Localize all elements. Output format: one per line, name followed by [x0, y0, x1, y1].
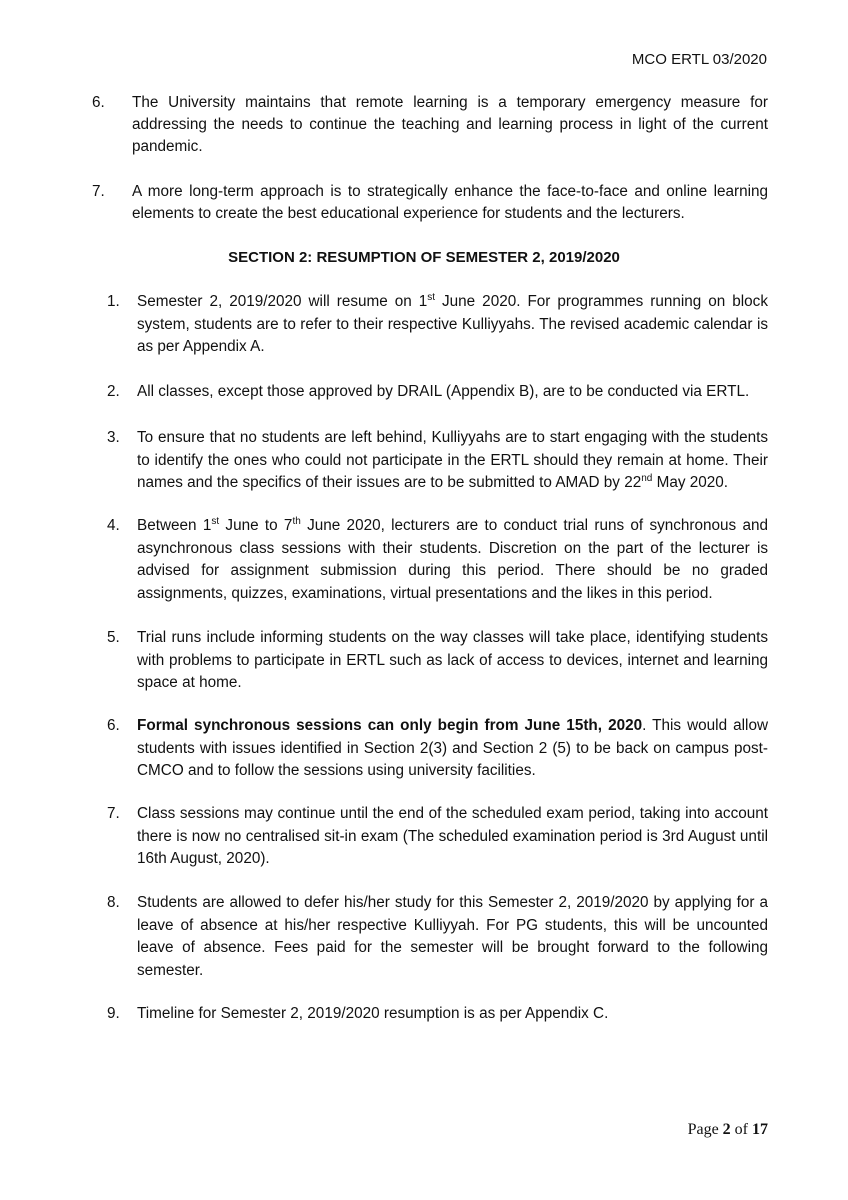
item-text: Between 1st June to 7th June 2020, lecturers are to conduct trial runs of synchronous and asynchronous class sessions with their students. Discretion on the part of the lecturer is advised for assignment submission during this period. There should be no graded assignments, quizzes, examinations, virtual presentations and the likes in this period. [137, 515, 769, 602]
section-item-3 [107, 427, 768, 495]
page-number: Page 2 of 17 [687, 1121, 768, 1138]
paragraph-text: The University maintains that remote learning is a temporary emergency measure for addressing the needs to continue the teaching and learning process in light of the current pandemic. [132, 94, 768, 155]
item-number: 6. [107, 717, 120, 734]
paragraph-number: 6. [92, 94, 105, 111]
item-text: Trial runs include informing students on the way classes will take place, identifying students with problems to participate in ERTL such as lack of access to devices, internet and learning space at home. [137, 629, 768, 691]
item-number: 8. [107, 894, 120, 911]
section-item-9 [107, 1003, 768, 1026]
document-reference: MCO ERTL 03/2020 [631, 51, 767, 68]
paragraph-text: A more long-term approach is to strategically enhance the face-to-face and online learning elements to create the best educational experience for students and the lecturers. [132, 183, 768, 222]
intro-paragraph-6 [92, 92, 768, 158]
section-item-6 [107, 715, 768, 783]
item-text: All classes, except those approved by DRAIL (Appendix B), are to be conducted via ERTL. [137, 383, 750, 400]
item-number: 1. [107, 293, 120, 310]
section-heading: SECTION 2: RESUMPTION OF SEMESTER 2, 2019/2020 [228, 249, 620, 266]
item-number: 9. [107, 1005, 120, 1022]
emphasis-text: Formal synchronous sessions can only begin from June 15th, 2020 [137, 717, 643, 734]
section-item-7 [107, 803, 768, 871]
item-number: 2. [107, 383, 120, 400]
section-item-5 [107, 627, 768, 695]
item-text: To ensure that no students are left behind, Kulliyyahs are to start engaging with the students to identify the ones who could not participate in the ERTL should they remain at home. Their names and the specifics of their issues are to be submitted to AMAD by 22nd May 2020. [137, 429, 768, 491]
section-item-1 [107, 291, 768, 359]
item-text: Formal synchronous sessions can only begin from June 15th, 2020. This would allow students with issues identified in Section 2(3) and Section 2 (5) to be back on campus post-CMCO and to follow the sessions using university facilities. [137, 717, 768, 779]
paragraph-number: 7. [92, 183, 105, 200]
item-number: 5. [107, 629, 120, 646]
item-number: 3. [107, 429, 120, 446]
item-number: 7. [107, 805, 120, 822]
intro-paragraph-7 [92, 181, 768, 225]
section-item-2 [107, 381, 768, 404]
item-text: Class sessions may continue until the end of the scheduled exam period, taking into account there is now no centralised sit-in exam (The scheduled examination period is 3rd August until 16th August, 2020). [137, 805, 768, 867]
item-text: Students are allowed to defer his/her study for this Semester 2, 2019/2020 by applying for a leave of absence at his/her respective Kulliyyah. For PG students, this will be uncounted leave of absence. Fees paid for the semester will be brought forward to the following semester. [137, 894, 768, 979]
section-item-4 [107, 515, 768, 605]
item-text: Timeline for Semester 2, 2019/2020 resumption is as per Appendix C. [137, 1005, 609, 1022]
item-text: Semester 2, 2019/2020 will resume on 1st June 2020. For programmes running on block system, students are to refer to their respective Kulliyyahs. The revised academic calendar is as per Appendix A. [137, 291, 768, 355]
item-number: 4. [107, 517, 120, 534]
section-item-8 [107, 892, 768, 982]
